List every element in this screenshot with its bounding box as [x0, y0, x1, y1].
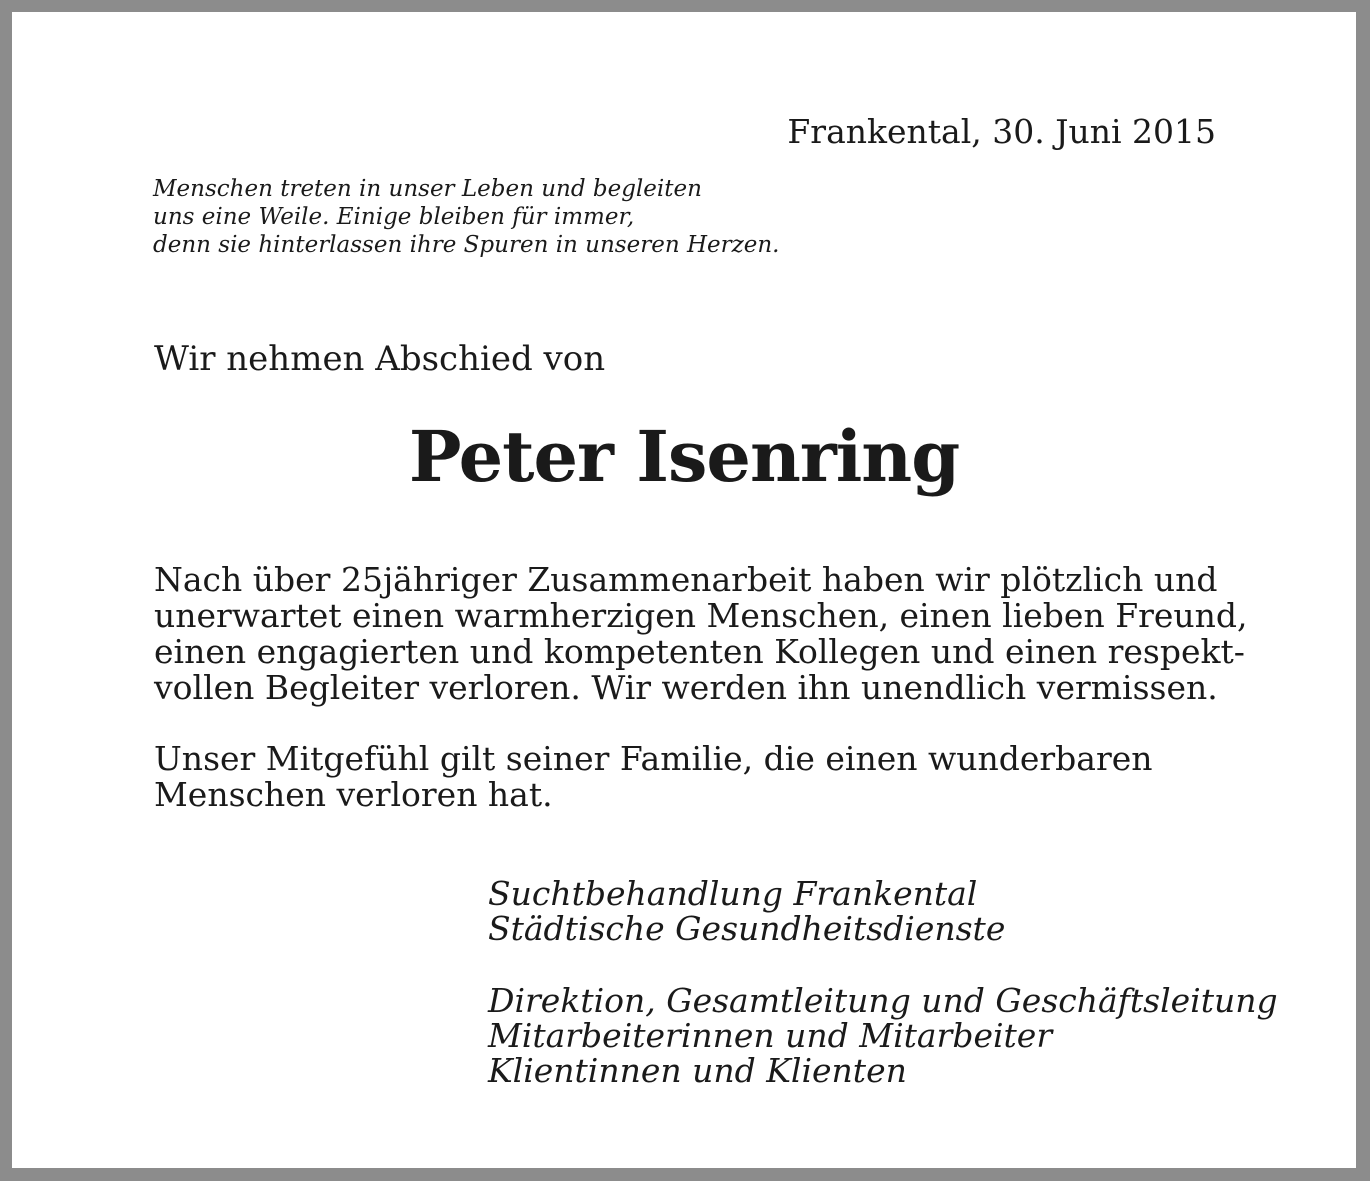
- organization-block: [488, 876, 1005, 946]
- condolence-line: Unser Mitgefühl gilt seiner Familie, die einen wunderbaren: [154, 739, 1153, 778]
- motto-line: uns eine Weile. Einige bleiben für immer,: [153, 204, 635, 230]
- obituary-page: [12, 12, 1356, 1168]
- intro-text: Wir nehmen Abschied von: [154, 339, 606, 379]
- motto-line: denn sie hinterlassen ihre Spuren in unseren Herzen.: [153, 232, 780, 258]
- tribute-line: einen engagierten und kompetenten Kollegen und einen respekt-: [154, 632, 1245, 671]
- signatory-line: Klientinnen und Klienten: [488, 1051, 907, 1090]
- tribute-line: vollen Begleiter verloren. Wir werden ihn unendlich vermissen.: [154, 668, 1218, 707]
- organization-line: Suchtbehandlung Frankental: [488, 874, 978, 913]
- tribute-paragraph: [154, 560, 1248, 707]
- condolence-paragraph: [154, 741, 1216, 813]
- signatories-block: [488, 983, 1278, 1088]
- signatory-line: Direktion, Gesamtleitung und Geschäftsleitung: [488, 981, 1278, 1020]
- condolence-line: Menschen verloren hat.: [154, 775, 553, 814]
- date-line: Frankental, 30. Juni 2015: [787, 112, 1216, 151]
- tribute-line: unerwartet einen warmherzigen Menschen, einen lieben Freund,: [154, 596, 1248, 635]
- deceased-name: Peter Isenring: [408, 415, 960, 498]
- motto-line: Menschen treten in unser Leben und begleiten: [153, 176, 702, 202]
- tribute-line: Nach über 25jähriger Zusammenarbeit haben wir plötzlich und: [154, 560, 1218, 599]
- signatory-line: Mitarbeiterinnen und Mitarbeiter: [488, 1016, 1053, 1055]
- motto-quote: [153, 175, 779, 259]
- organization-line: Städtische Gesundheitsdienste: [488, 909, 1006, 948]
